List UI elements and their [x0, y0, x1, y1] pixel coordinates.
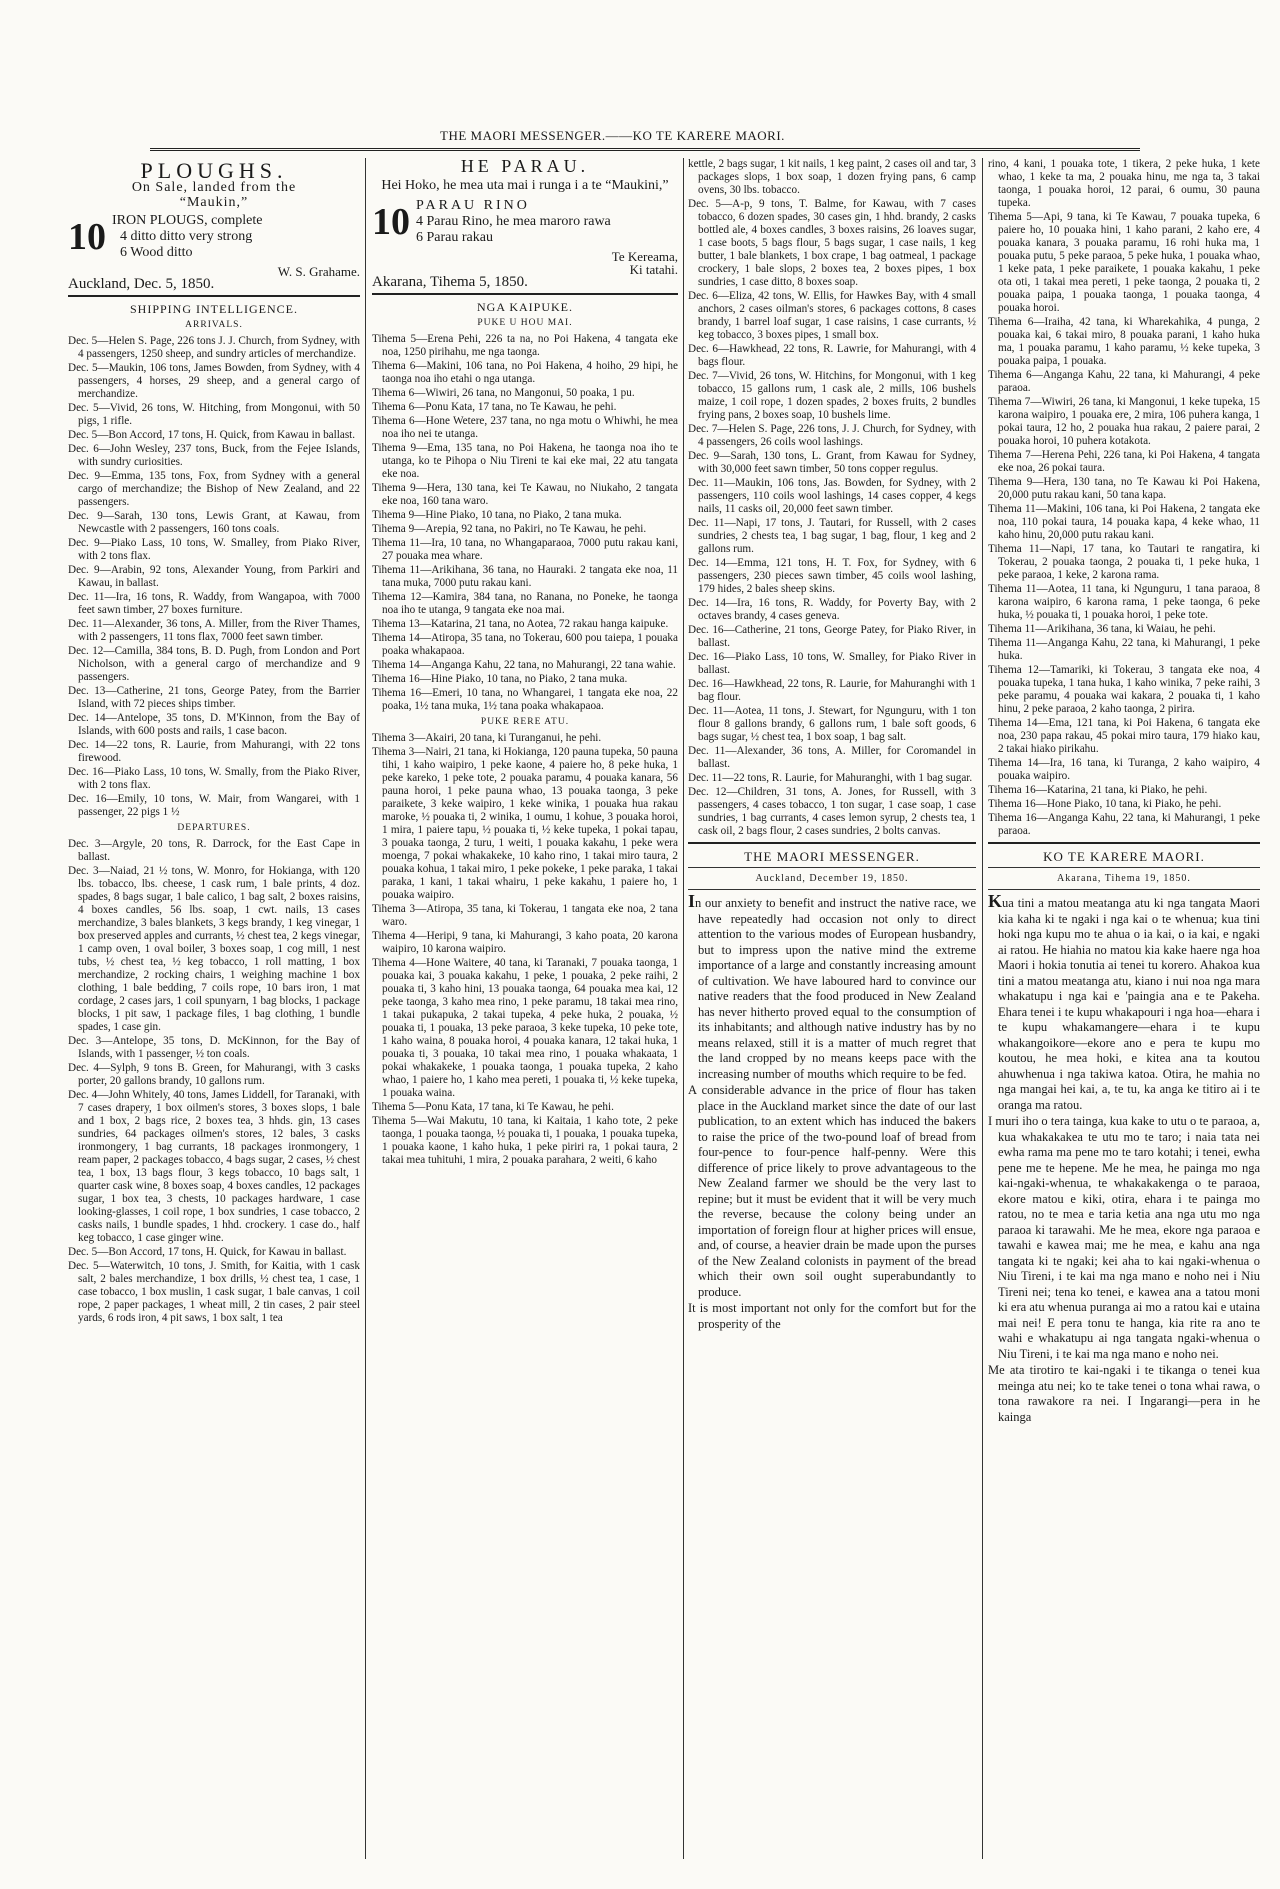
arrivals-list [372, 333, 678, 713]
list-item: Tihema 11—Makini, 106 tana, ki Poi Hakena, 2 tangata eke noa, 110 pokai taura, 14 pouaka kapa, 4 keke whao, 11 kaho hinu, 20,000 putu rakau kani. [988, 503, 1260, 541]
list-item: Tihema 12—Tamariki, ki Tokerau, 3 tangata eke noa, 4 pouaka tupeka, 1 tana huka, 1 kaho winika, 7 peke raihi, 3 peke paramu, 4 pouaka wai kakara, 2 pouaka ti, 1 kaho hinu, 2 peke paraoa, 2 kaho taonga, 2 pirira. [988, 664, 1260, 715]
list-item: Dec. 5—Helen S. Page, 226 tons J. J. Church, from Sydney, with 4 passengers, 1250 sheep, and sundry articles of merchandize. [68, 335, 360, 360]
arrivals-list [68, 335, 360, 819]
ad-signature: W. S. Grahame. [277, 264, 360, 279]
divider [372, 293, 678, 295]
ad-item: 4 Parau Rino, he mea maroro rawa [416, 214, 611, 229]
departures-continued [988, 158, 1260, 838]
list-item: Tihema 14—Anganga Kahu, 22 tana, no Mahurangi, 22 tana wahie. [372, 659, 676, 671]
he-parau-body [372, 198, 678, 246]
list-item: Tihema 9—Hera, 130 tana, no Te Kawau ki Poi Hakena, 20,000 putu rakau kani, 50 tana kapa. [988, 476, 1260, 501]
ad-item: 4 ditto ditto very strong [120, 229, 253, 244]
list-item: Tihema 5—Api, 9 tana, ki Te Kawau, 7 pouaka tupeka, 6 paiere ho, 10 pouaka hini, 1 kaho parani, 2 kaho ere, 4 pouaka kanara, 3 pouaka paramu, 16 rohi huka ma, 1 pouaka putu, 5 peke paraoa, 5 peke huka, 1 pouaka whao, 1 keke pata, 1 peke paraikete, 1 pouaka kakahu, 1 peke ota oti, 1 takai mea pereti, 1 peke taonga, 2 pouaka ti, 2 pouaka paipa, 1 pouaka taonga, 1 pouaka taonga, 4 pouaka horoi. [988, 211, 1260, 314]
list-item: Dec. 16—Catherine, 21 tons, George Patey, for Piako River, in ballast. [688, 624, 976, 649]
list-item: Dec. 16—Hawkhead, 22 tons, R. Laurie, for Mahuranghi with 1 bag flour. [688, 678, 976, 703]
list-item: Tihema 9—Hera, 130 tana, kei Te Kawau, no Niukaho, 2 tangata eke noa, 160 tana waro. [372, 482, 678, 507]
ad-title: PLOUGHS. [140, 158, 288, 183]
ad-item: 6 Parau rakau [416, 230, 493, 245]
ad-ship-name: “Maukin,” [179, 195, 249, 210]
editorial-paragraph: In our anxiety to benefit and instruct the native race, we have repeatedly had occasion not only to direct attention to the various modes of European husbandry, but to impress upon the native mind the extreme importance of a large and constantly increasing amount of cultivation. We have laboured hard to convince our native readers that the food produced in New Zealand has never hitherto proved equal to the consumption of its inhabitants; and although native industry has by no means relaxed, still it is a matter of much regret that the land cropped by no means keeps pace with the increasing number of mouths which require to be fed. [688, 891, 976, 1081]
list-item: Dec. 11—Napi, 17 tons, J. Tautari, for Russell, with 2 cases sundries, 2 chests tea, 1 bag sugar, 1 bag, flour, 1 keg and 2 gallons rum. [688, 517, 976, 555]
list-item: Tihema 16—Hone Piako, 10 tana, ki Piako, he pehi. [988, 798, 1222, 810]
list-item: Tihema 6—Ponu Kata, 17 tana, no Te Kawau, he pehi. [372, 401, 617, 413]
divider [688, 867, 976, 868]
divider [68, 295, 360, 297]
ad-place-date: Akarana, Tihema 5, 1850. [372, 274, 528, 290]
column-rule [683, 158, 684, 1859]
list-item: Dec. 14—Antelope, 35 tons, D. M'Kinnon, from the Bay of Islands, with 600 posts and rails, 1 case bacon. [68, 712, 360, 737]
list-item: Tihema 6—Makini, 106 tana, no Poi Hakena, 4 hoiho, 29 hipi, he taonga noa iho etahi o nga utanga. [372, 360, 678, 385]
list-item: Dec. 3—Antelope, 35 tons, D. McKinnon, for the Bay of Islands, with 1 passenger, ½ ton coals. [68, 1035, 360, 1060]
ad-line: On Sale, landed from the [131, 180, 297, 195]
list-item: Dec. 7—Vivid, 26 tons, W. Hitchins, for Mongonui, with 1 keg tobacco, 15 gallons rum, 1 cask ale, 2 mills, 106 bushels maize, 1 coil rope, 1 dozen spades, 2 boxes fruits, 2 bundles frying pans, 2 boxes soap, 10 bushels lime. [688, 370, 976, 421]
list-item: Dec. 5—Waterwitch, 10 tons, J. Smith, for Kaitia, with 1 cask salt, 2 bales merchandize, 1 box drills, ½ chest tea, 1 case, 1 case tobacco, 1 box muslin, 1 cask sugar, 1 bale canvas, 1 coil rope, 2 paper packages, 1 wheat mill, 2 tin cases, 2 pair steel yards, 6 rods iron, 4 pit saws, 1 box salt, 1 tea [68, 1260, 360, 1324]
ad-item: IRON PLOUGS, complete [112, 213, 263, 228]
list-item: Dec. 11—Ira, 16 tons, R. Waddy, from Wangapoa, with 7000 feet sawn timber, 27 boxes furniture. [68, 591, 360, 616]
list-item: Tihema 16—Katarina, 21 tana, ki Piako, he pehi. [988, 784, 1208, 796]
departures-list [372, 732, 678, 1167]
list-item: Dec. 3—Naiad, 21 ½ tons, W. Monro, for Hokianga, with 120 lbs. tobacco, lbs. cheese, 1 cask rum, 1 bale prints, 4 doz. spades, 8 bags sugar, 1 bale calico, 1 bag salt, 2 boxes raisins, 4 boxes candles, 56 lbs. soap, 1 cwt. nails, 13 cases merchandize, 3 bales blankets, 3 kegs brandy, 1 keg vinegar, 1 box preserved apples and currants, ½ chest tea, 2 kegs vinegar, 1 camp oven, 1 oval boiler, 3 boxes soap, 1 cog mill, 1 nest tubs, ½ chest tea, ½ keg tobacco, 1 roll matting, 1 box merchandize, 2 rocking chairs, 1 weighing machine 1 box clothing, 1 bale bedding, 7 coils rope, 10 bars iron, 1 mat cordage, 2 cases jars, 1 coil spunyarn, 1 bag blocks, 1 package blocks, 1 pit saw, 1 package files, 1 bag clothing, 1 bundle spades, 1 case gin. [68, 865, 360, 1033]
list-item: Tihema 13—Katarina, 21 tana, no Aotea, 72 rakau hanga kaipuke. [372, 618, 669, 630]
list-item: Tihema 5—Erena Pehi, 226 ta na, no Poi Hakena, 4 tangata eke noa, 1250 pirihahu, me nga taonga. [372, 333, 678, 358]
departures-label: PUKE RERE ATU. [480, 717, 570, 727]
list-item: Dec. 9—Sarah, 130 tons, Lewis Grant, at Kawau, from Newcastle with 2 passengers, 160 tons coals. [68, 510, 360, 535]
list-item: Tihema 6—Wiwiri, 26 tana, no Mangonui, 50 poaka, 1 pu. [372, 387, 635, 399]
ad-item: 6 Wood ditto [120, 245, 193, 260]
he-parau-intro: Hei Hoko, he mea uta mai i runga i a te “Maukini,” [381, 178, 669, 193]
ad-body [68, 213, 360, 261]
editorial-paragraph: I muri iho o tera tainga, kua kake to utu o te paraoa, a, kua whakakakea te utu mo te taro; i naia tata nei ewha rama ma pene mo te taro kotahi; i tenei, ewha pene me te hepene. Me he mea, he painga mo nga kai-ngaki-whenua, te whakakakenga o te paraoa, ekore matou e kiki, otira, ehara i te painga mo ratou, no te mea e taria ketia ana nga utu mo nga paraoa ki tarawahi. Me he mea, ekore nga paraoa e tawahi e kawea mai; me he mea, e kahu ana nga tangata ki te ngaki; kei aha to kai ngaki-whenua o Niu Tireni, i te kai ma nga mano e noho nei i Niu Tireni nei; tena ko tenei, e kawea ana a tatou moni ki era atu whenua puranga ai mo a ratou kai e utaina mai nei! E pera tonu te hanga, kia rite ra ano te wahi e whakatupu ai nga tangata ngaki-whenua o Niu Tireni, i te kai ma nga mano e noho nei. [988, 1114, 1260, 1361]
list-item: Tihema 11—Arikihana, 36 tana, ki Waiau, he pehi. [988, 623, 1216, 635]
list-item: Tihema 5—Ponu Kata, 17 tana, ki Te Kawau, he pehi. [372, 1101, 614, 1113]
list-item: Dec. 5—Bon Accord, 17 tons, H. Quick, from Kawau in ballast. [68, 429, 356, 441]
list-item: Tihema 11—Arikihana, 36 tana, no Hauraki. 2 tangata eke noa, 11 tana muka, 7000 putu rakau kani. [372, 564, 678, 589]
list-item: Tihema 14—Ema, 121 tana, ki Poi Hakena, 6 tangata eke noa, 230 papa rakau, 45 pokai miro taura, 179 hiako kau, 2 takai hiako pirikahu. [988, 717, 1260, 755]
editorial-paragraph: A considerable advance in the price of flour has taken place in the Auckland market since the date of our last publication, to an extent which has induced the bakers to raise the price of the two-pound loaf of bread from four-pence to four-pence half-penny. Were this difference of price likely to prove advantageous to the New Zealand farmer we should be the very last to repine; but it must be evident that it will be very much the reverse, because the colony being under an importation of foreign flour at higher prices will ensue, and, of course, a heavier drain be made upon the purses of the New Zealand colonists in payment of the bread which their own soil ought superabundantly to produce. [688, 1083, 976, 1299]
departures-continued [688, 158, 976, 838]
ad-signature: Ki tatahi. [629, 262, 678, 277]
divider [988, 842, 1260, 844]
list-item: Dec. 3—Argyle, 20 tons, R. Darrock, for the East Cape in ballast. [68, 838, 360, 863]
list-item: Dec. 9—Sarah, 130 tons, L. Grant, from Kawau for Sydney, with 30,000 feet sawn timber, 50 tons copper regulus. [688, 450, 976, 475]
list-item: Dec. 7—Helen S. Page, 226 tons, J. J. Church, for Sydney, with 4 passengers, 26 coils wool lashings. [688, 423, 976, 448]
column-3 [688, 158, 976, 1333]
plough-advertisement [68, 158, 360, 292]
list-item: Dec. 16—Piako Lass, 10 tons, W. Smally, from the Piako River, with 2 tons flax. [68, 766, 360, 791]
list-item: Dec. 14—22 tons, R. Laurie, from Mahurangi, with 22 tons firewood. [68, 739, 360, 764]
list-item: Tihema 11—Anganga Kahu, 22 tana, ki Mahurangi, 1 peke huka. [988, 637, 1260, 662]
list-item: kettle, 2 bags sugar, 1 kit nails, 1 keg paint, 2 cases oil and tar, 3 packages slops, 1 box soap, 1 dozen frying pans, 6 camp ovens, 30 lbs. tobacco. [688, 158, 976, 196]
ad-signature: Te Kereama, [611, 249, 678, 264]
list-item: Dec. 12—Camilla, 384 tons, B. D. Pugh, from London and Port Nicholson, with a general cargo of merchandize and 9 passengers. [68, 645, 360, 683]
column-1 [68, 158, 360, 1326]
list-item: Tihema 7—Herena Pehi, 226 tana, ki Poi Hakena, 4 tangata eke noa, 26 pokai taura. [988, 449, 1260, 474]
list-item: Dec. 4—Sylph, 9 tons B. Green, for Mahurangi, with 3 casks porter, 20 gallons brandy, 10 gallons rum. [68, 1062, 360, 1087]
list-item: Dec. 5—A-p, 9 tons, T. Balme, for Kawau, with 7 cases tobacco, 6 dozen spades, 30 cases gin, 1 hhd. brandy, 2 casks bottled ale, 4 boxes candles, 3 boxes raisins, 26 loaves sugar, 1 case boots, 5 bags flour, 5 bags sugar, 1 case nails, 1 keg butter, 1 bale blankets, 1 box crape, 1 bag oatmeal, 1 package crockery, 1 bale slops, 2 boxes tea, 2 boxes pipes, 1 box sundries, 1 case ditto, 8 boxes soap. [688, 198, 976, 288]
divider [688, 842, 976, 844]
list-item: Dec. 11—Aotea, 11 tons, J. Stewart, for Ngunguru, with 1 ton flour 8 gallons brandy, 6 gallons rum, 1 bale soft goods, 6 bags sugar, ½ chest tea, 1 box soap, 1 bag salt. [688, 705, 976, 743]
list-item: Dec. 6—Hawkhead, 22 tons, R. Lawrie, for Mahurangi, with 4 bags flour. [688, 343, 976, 368]
list-item: Dec. 5—Vivid, 26 tons, W. Hitching, from Mongonui, with 50 pigs, 1 rifle. [68, 402, 360, 427]
shipping-title: SHIPPING INTELLIGENCE. [130, 302, 298, 316]
list-item: Dec. 5—Bon Accord, 17 tons, H. Quick, for Kawau in ballast. [68, 1246, 347, 1258]
column-rule [982, 158, 983, 1859]
he-parau-title: HE PARAU. [460, 156, 590, 176]
editorial-paragraph: Me ata tirotiro te kai-ngaki i te tikanga o tenei kua meinga atu nei; ko te take tenei o tona whai rawa, o tona rawakore ra nei. I Ingarangi—pera in he kainga [988, 1363, 1260, 1424]
dateline: Akarana, Tihema 19, 1850. [1057, 873, 1191, 884]
list-item: Dec. 9—Emma, 135 tons, Fox, from Sydney with a general cargo of merchandize; the Bishop of New Zealand, and 22 passengers. [68, 470, 360, 508]
divider [988, 867, 1260, 868]
list-item: Tihema 6—Hone Wetere, 237 tana, no nga motu o Whiwhi, he mea noa iho nei te utanga. [372, 415, 678, 440]
column-2 [372, 158, 678, 1168]
divider [688, 889, 976, 890]
list-item: Tihema 9—Arepia, 92 tana, no Pakiri, no Te Kawau, he pehi. [372, 523, 647, 535]
arrivals-label: ARRIVALS. [185, 320, 243, 330]
list-item: Tihema 5—Wai Makutu, 10 tana, ki Kaitaia, 1 kaho tote, 2 peke taonga, 1 pouaka taonga, ½ pouaka ti, 1 pouaka, 1 pouaka tupeka, 1 pouaka kaone, 1 kaho huka, 1 peke piriri ra, 1 pokai taura, 2 takai mea tuhituhi, 1 mira, 2 pouaka parahara, 2 weiti, 6 kaho [372, 1115, 678, 1166]
list-item: Dec. 11—Maukin, 106 tons, Jas. Bowden, for Sydney, with 2 passengers, 110 coils wool lashings, 14 cases copper, 4 kegs nails, 11 casks oil, 20,000 feet sawn timber. [688, 477, 976, 515]
list-item: Dec. 5—Maukin, 106 tons, James Bowden, from Sydney, with 4 passengers, 4 horses, 29 sheep, and a general cargo of merchandize. [68, 362, 360, 400]
arrivals-label: PUKE U HOU MAI. [477, 318, 573, 328]
kaipuke-title: NGA KAIPUKE. [477, 300, 573, 314]
departures-label: DEPARTURES. [177, 823, 251, 833]
list-item: Tihema 14—Ira, 16 tana, ki Turanga, 2 kaho waipiro, 4 pouaka waipiro. [988, 757, 1260, 782]
list-item: Dec. 14—Emma, 121 tons, H. T. Fox, for Sydney, with 6 passengers, 230 pieces sawn timber, 45 coils wool lashing, 179 hides, 2 bales sheep skins. [688, 557, 976, 595]
list-item: Tihema 12—Kamira, 384 tana, no Ranana, no Poneke, he taonga noa iho te utanga, 9 tangata eke noa mai. [372, 591, 678, 616]
masthead-maori: KO TE KARERE MAORI. [1043, 849, 1205, 864]
list-item: Tihema 6—Iraiha, 42 tana, ki Wharekahika, 4 punga, 2 pouaka kai, 6 takai miro, 8 pouaka parani, 1 kaho huka ma, 1 pouaka paramu, 1 kaho paramu, ½ keke tupeka, 3 pouaka paipa, 1 pouaka. [988, 316, 1260, 367]
list-item: Tihema 7—Wiwiri, 26 tana, ki Mangonui, 1 keke tupeka, 15 karona waipiro, 1 pouaka ere, 2 mira, 106 puhera kanga, 1 pokai taura, 12 ho, 2 pouaka hua rakau, 2 paiere parai, 2 pouaka horoi, 10 puhera kotakota. [988, 396, 1260, 447]
ad-number: 10 [68, 216, 106, 258]
ad-items [416, 198, 611, 246]
running-head: THE MAORI MESSENGER.——KO TE KARERE MAORI. [440, 128, 785, 143]
list-item: Dec. 11—Alexander, 36 tons, A. Miller, from the River Thames, with 2 passengers, 11 tons flax, 7000 feet sawn timber. [68, 618, 360, 643]
list-item: Tihema 9—Ema, 135 tana, no Poi Hakena, he taonga noa iho te utanga, ko te Pihopa o Niu Tireni te kai eke mai, 22 atu tangata eke noa. [372, 442, 678, 480]
list-item: Dec. 9—Piako Lass, 10 tons, W. Smalley, from Piako River, with 2 tons flax. [68, 537, 360, 562]
ad-items [112, 213, 263, 261]
column-4 [988, 158, 1260, 1426]
list-item: Dec. 13—Catherine, 21 tons, George Patey, from the Barrier Island, with 72 pieces ships timber. [68, 685, 360, 710]
list-item: Dec. 16—Emily, 10 tons, W. Mair, from Wangarei, with 1 passenger, 22 pigs 1 ½ [68, 793, 360, 818]
list-item: Tihema 16—Hine Piako, 10 tana, no Piako, 2 tana muka. [372, 673, 628, 685]
list-item: Dec. 6—John Wesley, 237 tons, Buck, from the Fejee Islands, with sundry curiosities. [68, 443, 360, 468]
ad-item: PARAU RINO [416, 198, 530, 213]
list-item: Tihema 11—Napi, 17 tana, ko Tautari te rangatira, ki Tokerau, 2 pouaka taonga, 2 pouaka ti, 1 peke huka, 1 peke paraoa, 1 keke, 2 karona rama. [988, 543, 1260, 581]
header-rule [150, 148, 1140, 151]
editorial-paragraph: Kua tini a matou meatanga atu ki nga tangata Maori kia kaha ki te ngaki i nga kai o te whenua; kua tini hoki nga kupu mo te ahua o ia kai, o ia kai, e ngaki ai ratou. He hiahia no matou kia kake haere nga hoa Maori i hokia tonutia ai tenei tu korero. Ahakoa kua tini a matou meatanga atu, kiano i nui noa nga mara whakatupu i nga kai e 'paingia ana e te Pakeha. Ehara tenei i te kupu whakapouri i nga hoa—ehara i te kupu whakamangere—ehara i te kupu whakangoikore—ekore ano e pera te kupu mo koutou, he mea hoki, e kitea ana ta koutou ahuwhenua i nga takiwa katoa. Otira, he mahia no nga mangai hei kai, a, te tu, ka anga ke titiro ai i te oranga ma ratou. [988, 891, 1260, 1112]
list-item: Dec. 11—22 tons, R. Laurie, for Mahuranghi, with 1 bag sugar. [688, 772, 973, 784]
list-item: Dec. 4—John Whitely, 40 tons, James Liddell, for Taranaki, with 7 cases drapery, 1 box oilmen's stores, 3 boxes slops, 1 bale and 1 box, 2 bags rice, 2 boxes tea, 3 hhds. gin, 13 cases sundries, 64 packages oilmen's stores, 12 bales, 3 casks ironmongery, 1 bag currants, 18 packages ironmongery, 1 ream paper, 2 packages tobacco, 4 bags sugar, 2 cases, ½ chest tea, 1 box, 13 bags flour, 3 kegs tobacco, 10 bags salt, 1 quarter cask wine, 8 boxes soap, 4 boxes candles, 12 packages sugar, 1 box tea, 3 chests, 10 packages hardware, 1 case looking-glasses, 1 coil rope, 1 box sundries, 1 case tobacco, 2 casks nails, 1 bundle spades, 1 hhd. crockery. 1 case do., half keg tobacco, 1 case ginger wine. [68, 1089, 360, 1244]
list-item: Dec. 14—Ira, 16 tons, R. Waddy, for Poverty Bay, with 2 octaves brandy, 4 cases geneva. [688, 597, 976, 622]
dateline: Auckland, December 19, 1850. [755, 873, 909, 884]
list-item: Tihema 3—Nairi, 21 tana, ki Hokianga, 120 pauna tupeka, 50 pauna tihi, 1 kaho waipiro, 1 peke kaone, 4 paiere ho, 8 peke huka, 1 peke kareko, 1 peke tote, 2 pouaka paramu, 4 pouaka kanara, 56 pauna horoi, 1 peke pauna whao, 13 pouaka taonga, 3 peke paraikete, 3 keke waipiro, 1 keke winika, 1 pouaka hua rakau maroke, ½ pouaka ti, 2 winika, 1 oumu, 1 kohue, 3 pouaka horoi, 1 mira, 1 paiere tapu, ½ pouaka ti, ½ keke tupeka, 1 pokai tapau, 3 pouaka taonga, 2 turu, 1 weiti, 1 pouaka kakahu, 1 peke wera moenga, 7 pokai whakakeke, 10 kaho rino, 1 takai miro taura, 2 pouaka kohua, 1 takai miro, 1 peke pokeke, 1 peke paraka, 1 takai paraka, 1 kani, 1 takai whairu, 1 peke kakahu, 1 paiere ho, 1 pouaka waipiro. [372, 746, 678, 901]
editorial-paragraph: It is most important not only for the comfort but for the prosperity of the [688, 1301, 976, 1331]
departures-list [68, 838, 360, 1325]
list-item: Dec. 12—Children, 31 tons, A. Jones, for Russell, with 3 passengers, 4 cases tobacco, 1 ton sugar, 1 case soap, 1 case sundries, 1 bag currants, 4 cases lemon syrup, 2 chests tea, 1 cask oil, 2 bags flour, 2 cases sundries, 2 bolts canvas. [688, 786, 976, 837]
list-item: Tihema 4—Heripi, 9 tana, ki Mahurangi, 3 kaho poata, 20 karona waipiro, 10 karona waipiro. [372, 930, 678, 955]
list-item: Tihema 3—Atiropa, 35 tana, ki Tokerau, 1 tangata eke noa, 2 tana waro. [372, 903, 678, 928]
masthead-english: THE MAORI MESSENGER. [744, 849, 920, 864]
divider [988, 889, 1260, 890]
list-item: Dec. 16—Piako Lass, 10 tons, W. Smalley, for Piako River in ballast. [688, 651, 976, 676]
list-item: Tihema 14—Atiropa, 35 tana, no Tokerau, 600 pou taiepa, 1 pouaka poaka whakapaoa. [372, 632, 678, 657]
list-item: Tihema 9—Hine Piako, 10 tana, no Piako, 2 tana muka. [372, 509, 622, 521]
list-item: Dec. 9—Arabin, 92 tons, Alexander Young, from Parkiri and Kawau, in ballast. [68, 564, 360, 589]
list-item: Tihema 16—Emeri, 10 tana, no Whangarei, 1 tangata eke noa, 22 poaka, 1½ tana muka, 1½ tana poaka whakapaoa. [372, 687, 678, 712]
ad-place-date: Auckland, Dec. 5, 1850. [68, 276, 215, 292]
list-item: Tihema 11—Ira, 10 tana, no Whangaparaoa, 7000 putu rakau kani, 27 pouaka mea whare. [372, 537, 678, 562]
list-item: Tihema 16—Anganga Kahu, 22 tana, ki Mahurangi, 1 peke paraoa. [988, 812, 1260, 837]
column-rule [365, 158, 366, 1859]
list-item: Tihema 11—Aotea, 11 tana, ki Ngunguru, 1 tana paraoa, 8 karona waipiro, 6 karona rama, 1 peke taonga, 6 peke huka, ½ pouaka ti, 1 pouaka horoi, 1 peke tote. [988, 583, 1260, 621]
list-item: rino, 4 kani, 1 pouaka tote, 1 tikera, 2 peke huka, 1 kete whao, 1 keke ta ma, 2 pouaka hinu, me nga ta, 3 takai taonga, 1 pouaka horoi, 12 parai, 6 oumu, 30 pauna tupeka. [988, 158, 1260, 209]
list-item: Tihema 6—Anganga Kahu, 22 tana, ki Mahurangi, 4 peke paraoa. [988, 369, 1260, 394]
list-item: Tihema 3—Akairi, 20 tana, ki Turanganui, he pehi. [372, 732, 602, 744]
list-item: Dec. 11—Alexander, 36 tons, A. Miller, for Coromandel in ballast. [688, 745, 976, 770]
list-item: Dec. 6—Eliza, 42 tons, W. Ellis, for Hawkes Bay, with 4 small anchors, 2 cases oilman's stores, 6 packages cottons, 8 cases brandy, 1 barrel loaf sugar, 1 case raisins, 1 case currants, ½ keg tobacco, 3 boxes pipes, 1 small box. [688, 290, 976, 341]
list-item: Tihema 4—Hone Waitere, 40 tana, ki Taranaki, 7 pouaka taonga, 1 pouaka kai, 3 pouaka kakahu, 1 peke, 1 pouaka, 2 peke raihi, 2 pouaka ti, 3 kaho hini, 13 pouaka taonga, 64 pouaka mea kai, 12 peke taonga, 3 kaho mea rino, 1 peke paramu, 18 takai mea rino, 1 takai pukapuka, 2 takai tupeka, 4 peke huka, 2 pouaka, ½ pouaka ti, 1 pouaka, 13 peke paraoa, 3 keke tupeka, 10 peke tote, 1 kaho waina, 8 pouaka horoi, 4 pouaka kanara, 12 takai huka, 1 pouaka ti, 3 pouaka, 10 takai mea rino, 1 pouaka whakaata, 1 pokai whakakeke, 1 pouaka taonga, 1 pouaka tupeka, 2 kaho whao, 1 paiere ho, 1 kaho mea pereti, 1 pouaka ti, ½ keke tupeka, 1 pouaka waina. [372, 957, 678, 1099]
ad-number: 10 [372, 201, 410, 243]
